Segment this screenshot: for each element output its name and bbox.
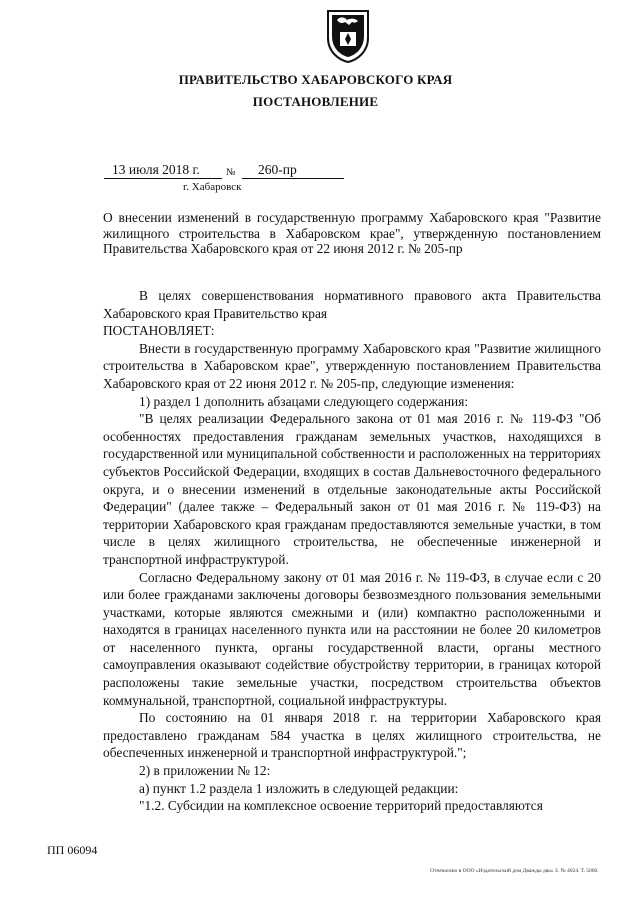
body-paragraph-9: "1.2. Субсидии на комплексное освоение территорий предоставляются — [139, 798, 543, 814]
resolve-heading: ПОСТАНОВЛЯЕТ: — [103, 323, 215, 339]
document-subject: О внесении изменений в государственную программу Хабаровского края "Развитие жилищного строительства в Хабаровском крае", утвержденную постановлением Правительства Хабаровского края от 22 июня 2012 г. № 205-пр — [103, 210, 601, 256]
coat-of-arms-emblem — [325, 8, 371, 64]
document-city: г. Хабаровск — [183, 181, 242, 193]
document-date: 13 июля 2018 г. — [104, 162, 222, 179]
body-paragraph-7: 2) в приложении № 12: — [139, 763, 271, 779]
body-paragraph-8: а) пункт 1.2 раздела 1 изложить в следующей редакции: — [139, 780, 459, 796]
body-paragraph-4: "В целях реализации Федерального закона от 01 мая 2016 г. № 119-ФЗ "Об особенностях предоставления гражданам земельных участков, находящихся в государственной или муниципальной собственности и расположенных на территориях субъектов Российской Федерации, входящих в состав Дальневосточного федерального округа, и о внесении изменений в отдельные законодательные акты Российской Федерации" (далее также – Федеральный закон от 01 мая 2016 г. № 119-ФЗ) на территории Хабаровского края гражданам предоставляются земельные участки, в том числе в целях жилищного строительства, не обеспеченные инженерной и транспортной инфраструктурой. — [103, 411, 601, 567]
number-sign: № — [226, 167, 236, 178]
document-code: ПП 06094 — [47, 843, 98, 857]
body-paragraph-1: В целях совершенствования нормативного правового акта Правительства Хабаровского края Правительство края — [103, 288, 601, 321]
government-title: ПРАВИТЕЛЬСТВО ХАБАРОВСКОГО КРАЯ — [178, 72, 453, 87]
document-number: 260-пр — [242, 162, 344, 179]
printer-imprint: Отпечатано в ООО «Издательский дом Дважды два» З. № 4624. Т. 5000. — [430, 868, 599, 874]
body-paragraph-3: 1) раздел 1 дополнить абзацами следующего содержания: — [139, 393, 469, 409]
body-paragraph-5: Согласно Федеральному закону от 01 мая 2016 г. № 119-ФЗ, в случае если с 20 или более гражданами заключены договоры безвозмездного пользования земельными участками, которые являются смежными и (или) компактно расположенными и находятся в границах населенного пункта или на расстоянии не более 20 километров от населенного пункта, органы государственной власти, органы местного самоуправления оказывают содействие обустройству территории, в границах которой расположены такие земельные участки, посредством строительства объектов коммунальной, транспортной, социальной инфраструктуры. — [103, 569, 601, 708]
body-paragraph-2: Внести в государственную программу Хабаровского края "Развитие жилищного строительства в Хабаровском крае", утвержденную постановлением Правительства Хабаровского края от 22 июня 2012 г. № 205-пр, следующие изменения: — [103, 340, 601, 391]
document-type-title: ПОСТАНОВЛЕНИЕ — [252, 94, 379, 109]
body-paragraph-6: По состоянию на 01 января 2018 г. на территории Хабаровского края предоставлено гражданам 584 участка в целях жилищного строительства, не обеспеченных инженерной и транспортной инфраструктурой."; — [103, 710, 601, 761]
document-body — [103, 287, 601, 815]
